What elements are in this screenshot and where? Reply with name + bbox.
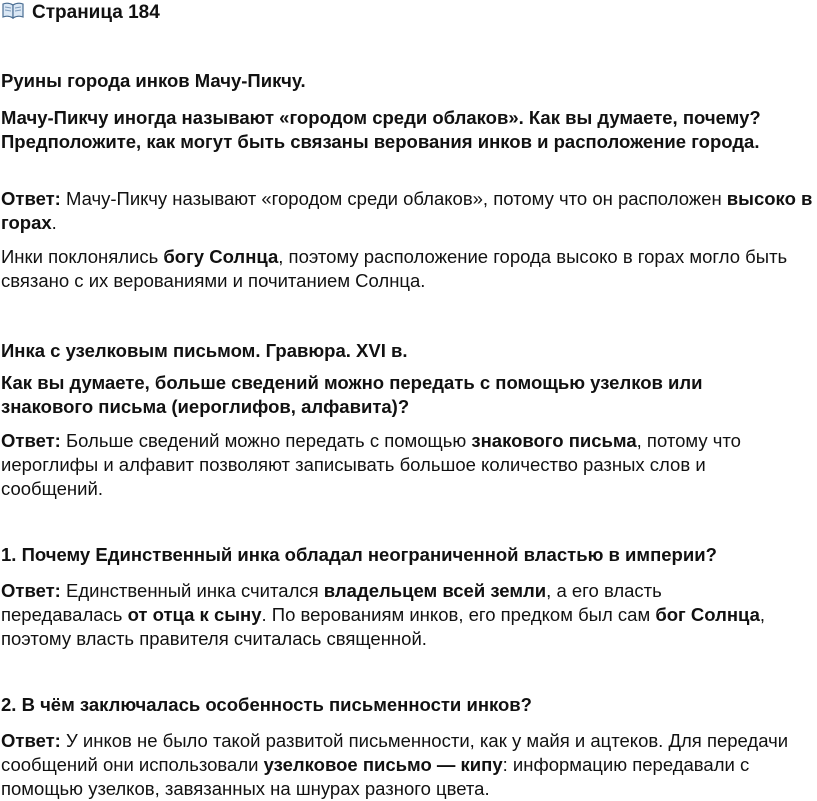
- section1-answer2: Инки поклонялись богу Солнца, поэтому расположение города высоко в горах могло быть связано с их верованиями и почитанием Солнца.: [1, 246, 788, 291]
- question2-answer: Ответ: У инков не было такой развитой письменности, как у майя и ацтеков. Для передачи сообщений они использовали узелковое письмо — кипу: информацию передавали с помощью узелков, завязанных на шнурах разного цвета.: [1, 730, 789, 799]
- page-header: [2, 0, 160, 26]
- answer-label: Ответ:: [1, 430, 61, 451]
- page-title: Страница 184: [32, 2, 160, 23]
- section2-question: Как вы думаете, больше сведений можно передать с помощью узелков или знакового письма (иероглифов, алфавита)?: [1, 372, 703, 417]
- answer-label: Ответ:: [1, 580, 61, 601]
- answer-label: Ответ:: [1, 730, 61, 751]
- section1-question: Мачу-Пикчу иногда называют «городом среди облаков». Как вы думаете, почему? Предположите, как могут быть связаны верования инков и расположение города.: [1, 107, 761, 152]
- section1-heading: Руины города инков Мачу-Пикчу.: [1, 70, 306, 91]
- question2: 2. В чём заключалась особенность письменности инков?: [1, 694, 532, 715]
- answer-label: Ответ:: [1, 188, 61, 209]
- open-book-icon: [2, 1, 24, 25]
- section1-answer1: Ответ: Мачу-Пикчу называют «городом среди облаков», потому что он расположен высоко в горах.: [1, 188, 813, 233]
- question1-answer: Ответ: Единственный инка считался владельцем всей земли, а его власть передавалась от отца к сыну. По верованиям инков, его предком был сам бог Солнца, поэтому власть правителя считалась священной.: [1, 580, 766, 649]
- section2-answer: Ответ: Больше сведений можно передать с помощью знакового письма, потому что иероглифы и алфавит позволяют записывать большое количество разных слов и сообщений.: [1, 430, 741, 499]
- section2-heading: Инка с узелковым письмом. Гравюра. XVI в.: [1, 340, 408, 361]
- question1: 1. Почему Единственный инка обладал неограниченной властью в империи?: [1, 544, 717, 565]
